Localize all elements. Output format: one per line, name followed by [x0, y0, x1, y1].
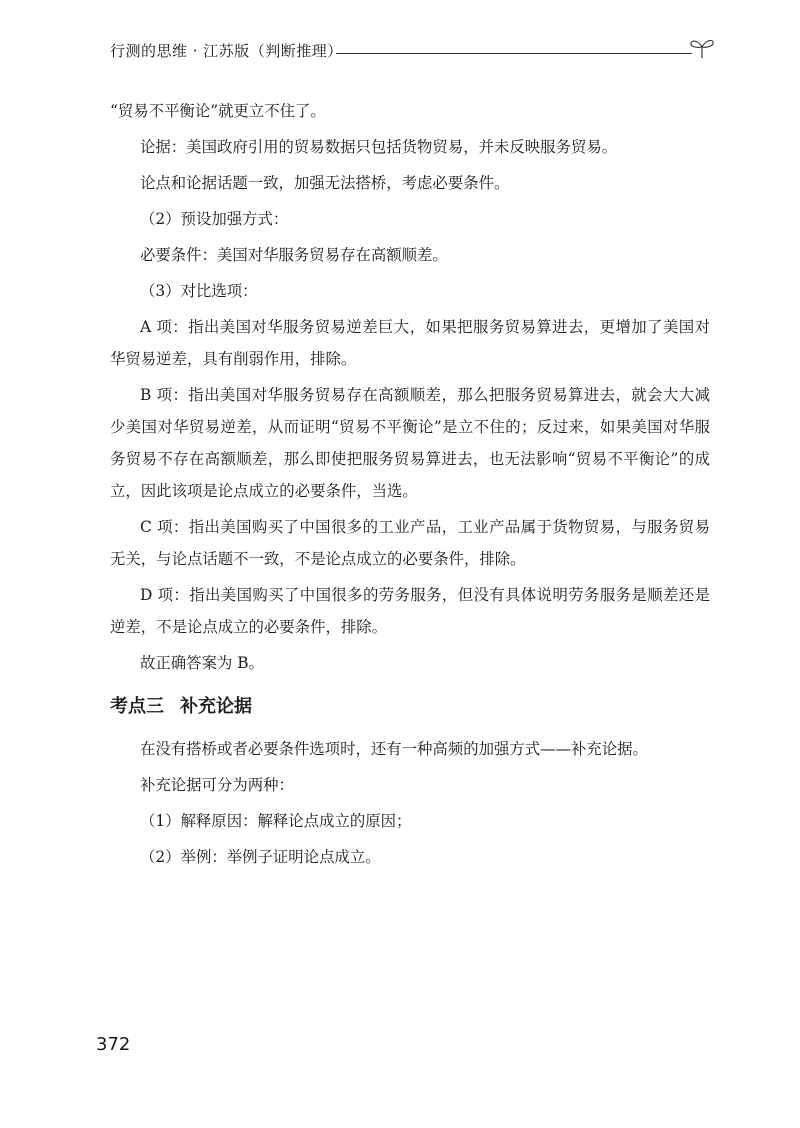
paragraph: 补充论据可分为两种： [140, 776, 294, 794]
header-title: 行测的思维 · 江苏版（判断推理） [110, 42, 343, 60]
paragraph: 必要条件：美国对华服务贸易存在高额顺差。 [140, 246, 448, 264]
paragraph: 论点和论据话题一致，加强无法搭桥，考虑必要条件。 [140, 174, 510, 192]
paragraph: 论据：美国政府引用的贸易数据只包括货物贸易，并未反映服务贸易。 [140, 138, 618, 156]
section-title: 补充论据 [180, 696, 252, 717]
paragraph: （2）举例：举例子证明论点成立。 [140, 848, 381, 866]
paragraph: 在没有搭桥或者必要条件选项时，还有一种高频的加强方式——补充论据。 [140, 740, 648, 758]
sprout-icon [688, 36, 716, 60]
paragraph: A 项：指出美国对华服务贸易逆差巨大，如果把服务贸易算进去，更增加了美国对华贸易逆差，具有削弱作用，排除。 [110, 318, 710, 368]
paragraph: D 项：指出美国购买了中国很多的劳务服务，但没有具体说明劳务服务是顺差还是逆差，不是论点成立的必要条件，排除。 [110, 586, 710, 636]
paragraph: （3）对比选项： [140, 282, 258, 300]
paragraph: 故正确答案为 B。 [140, 654, 264, 672]
paragraph: B 项：指出美国对华服务贸易存在高额顺差，那么把服务贸易算进去，就会大大减少美国对华贸易逆差，从而证明“贸易不平衡论”是立不住的；反过来，如果美国对华服务贸易不存在高额顺差，那么即使把服务贸易算进去，也无法影响“贸易不平衡论”的成立，因此该项是论点成立的必要条件，当选。 [110, 386, 710, 500]
paragraph: （1）解释原因：解释论点成立的原因； [140, 812, 412, 830]
page-body [110, 95, 710, 877]
section-heading [110, 689, 710, 725]
paragraph: （2）预设加强方式： [140, 210, 289, 228]
paragraph: “贸易不平衡论”就更立不住了。 [110, 102, 326, 120]
paragraph: C 项：指出美国购买了中国很多的工业产品，工业产品属于货物贸易，与服务贸易无关，与论点话题不一致，不是论点成立的必要条件，排除。 [110, 518, 710, 568]
header-rule [336, 53, 692, 54]
running-header [110, 36, 710, 64]
section-number: 考点三 [110, 696, 164, 717]
page-number: 372 [96, 1034, 131, 1055]
